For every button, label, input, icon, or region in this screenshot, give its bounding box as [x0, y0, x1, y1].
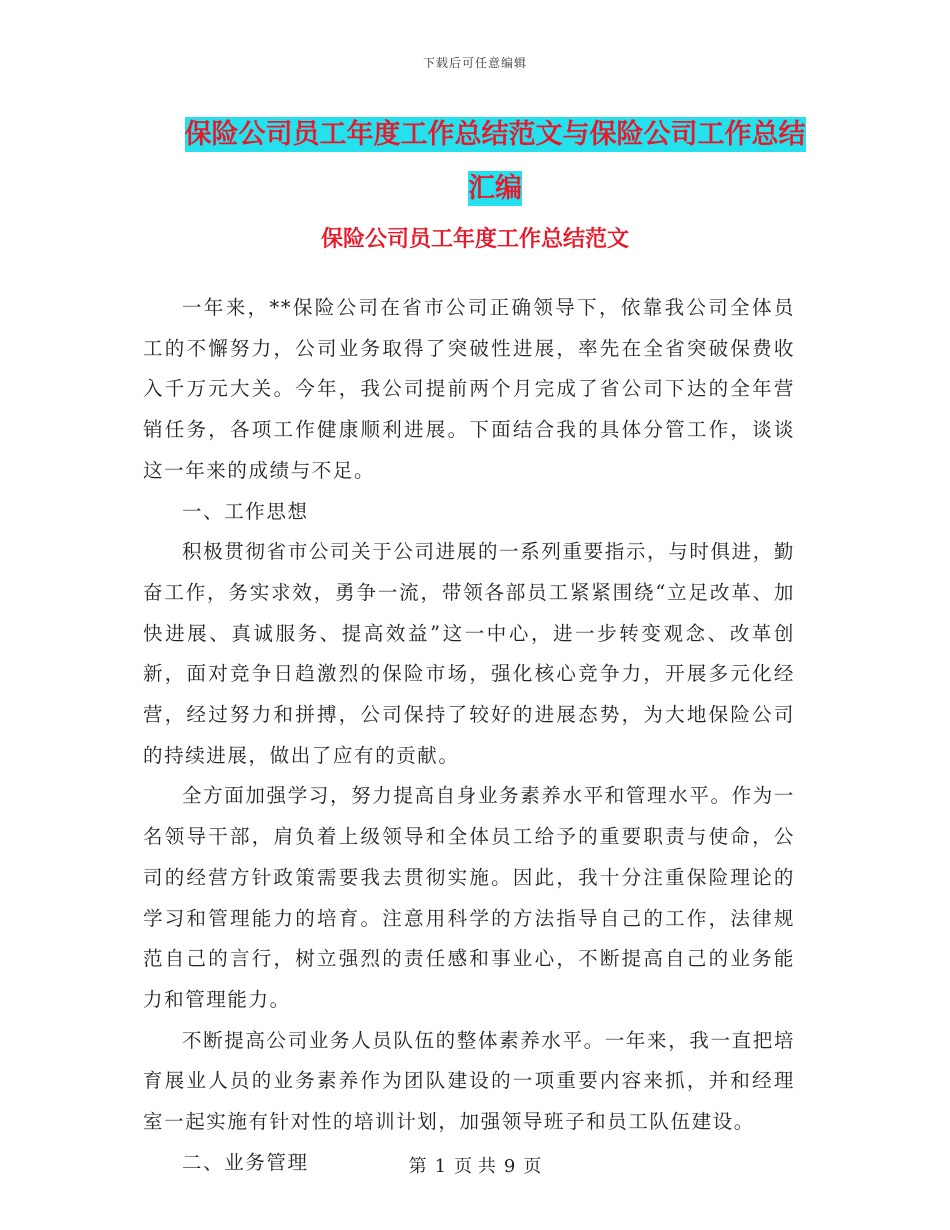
document-title-text: 保险公司员工年度工作总结范文与保险公司工作总结汇编: [184, 119, 806, 204]
page-middle: 页 共: [454, 1156, 496, 1177]
page-current: 1: [434, 1156, 447, 1177]
paragraph-work-thinking: 积极贯彻省市公司关于公司进展的一系列重要指示，与时俱进，勤奋工作，务实求效，勇争一流，带领各部员工紧紧围绕“立足改革、加快进展、真诚服务、提高效益”这一中心，进一步转变观念、改革创新，面对竞争日趋激烈的保险市场，强化核心竞争力，开展多元化经营，经过努力和拼搏，公司保持了较好的进展态势，为大地保险公司的持续进展，做出了应有的贡献。: [143, 540, 795, 767]
header-note: 下载后可任意编辑: [422, 56, 527, 70]
paragraph-study: 全方面加强学习，努力提高自身业务素养水平和管理水平。作为一名领导干部，肩负着上级领导和全体员工给予的重要职责与使命，公司的经营方针政策需要我去贯彻实施。因此，我十分注重保险理论的学习和管理能力的培育。注意用科学的方法指导自己的工作，法律规范自己的言行，树立强烈的责任感和事业心，不断提高自己的业务能力和管理能力。: [143, 784, 795, 1011]
heading-work-thinking: 一、工作思想: [182, 499, 309, 523]
paragraph-intro: 一年来，**保险公司在省市公司正确领导下，依靠我公司全体员工的不懈努力，公司业务取得了突破性进展，率先在全省突破保费收入千万元大关。今年，我公司提前两个月完成了省公司下达的全年营销任务，各项工作健康顺利进展。下面结合我的具体分管工作，谈谈这一年来的成绩与不足。: [143, 296, 795, 482]
section-title: 保险公司员工年度工作总结范文: [320, 227, 629, 252]
heading-business-management: 二、业务管理: [182, 1150, 309, 1174]
page-total: 9: [503, 1156, 516, 1177]
paragraph-team: 不断提高公司业务人员队伍的整体素养水平。一年来，我一直把培育展业人员的业务素养作为团队建设的一项重要内容来抓，并和经理室一起实施有针对性的培训计划，加强领导班子和员工队伍建设。: [143, 1028, 795, 1134]
page-prefix: 第: [408, 1156, 427, 1177]
page-suffix: 页: [523, 1156, 542, 1177]
document-body: [143, 288, 795, 1183]
document-title: [175, 108, 815, 216]
page-footer: [0, 1152, 950, 1178]
